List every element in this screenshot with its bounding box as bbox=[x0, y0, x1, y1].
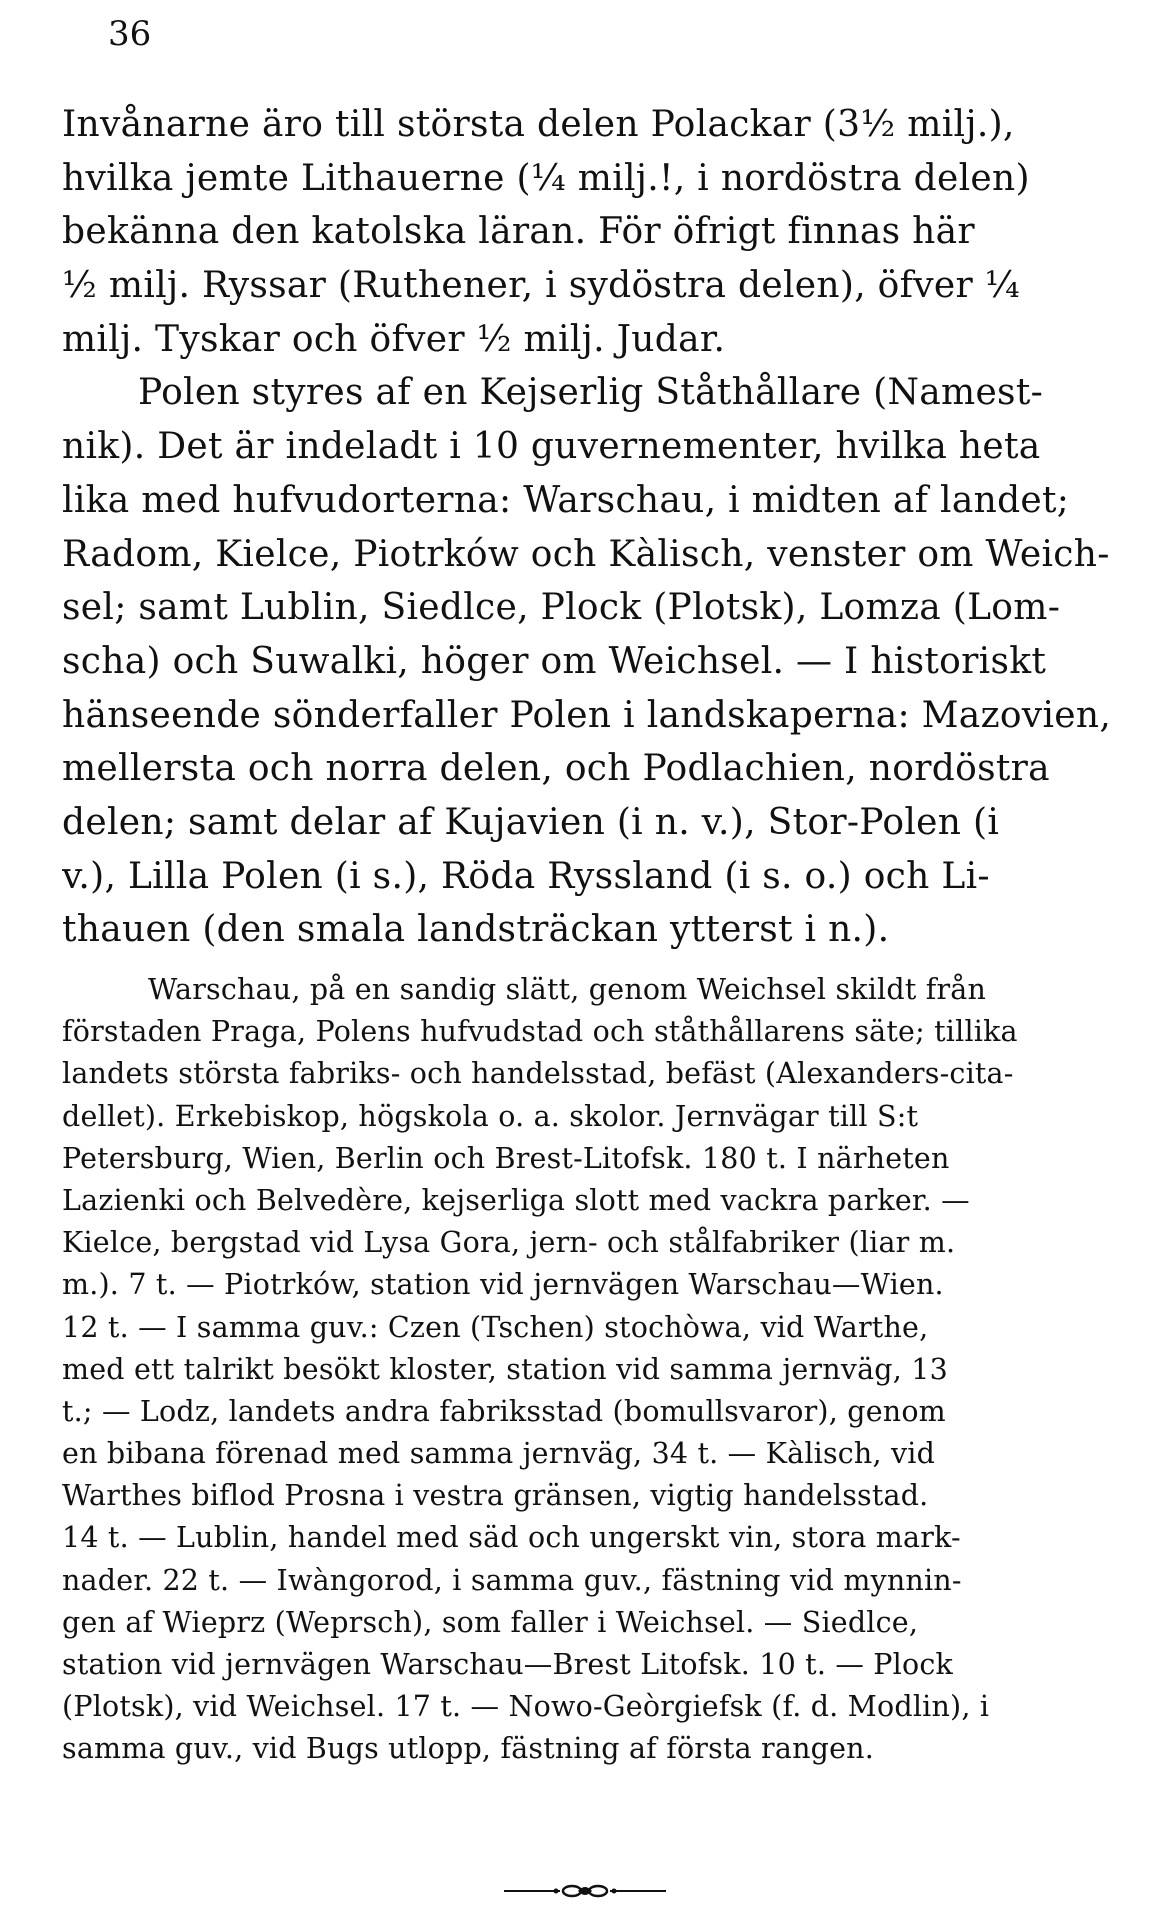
small-text-line: Petersburg, Wien, Berlin och Brest-Litofsk. 180 t. I närheten bbox=[62, 1141, 950, 1175]
text-line: Radom, Kielce, Piotrków och Kàlisch, venster om Weich- bbox=[62, 533, 1110, 575]
small-text-line: förstaden Praga, Polens hufvudstad och ståthållarens säte; tillika bbox=[62, 1015, 1018, 1049]
text-line: sel; samt Lublin, Siedlce, Plock (Plotsk), Lomza (Lom- bbox=[62, 587, 1061, 629]
small-text-line: t.; — Lodz, landets andra fabriksstad (bomullsvaror), genom bbox=[62, 1394, 946, 1428]
text-line: hvilka jemte Lithauerne (¼ milj.!, i nordöstra delen) bbox=[62, 157, 1030, 199]
text-line: Polen styres af en Kejserlig Ståthållare (Namest- bbox=[138, 372, 1044, 414]
small-text-line: (Plotsk), vid Weichsel. 17 t. — Nowo-Geòrgiefsk (f. d. Modlin), i bbox=[62, 1690, 990, 1724]
small-text-line: nader. 22 t. — Iwàngorod, i samma guv., fästning vid mynnin- bbox=[62, 1563, 962, 1597]
city-descriptions bbox=[62, 969, 1127, 1771]
text-line: nik). Det är indeladt i 10 guvernementer, hvilka heta bbox=[62, 426, 1041, 468]
text-line: delen; samt delar af Kujavien (i n. v.), Stor-Polen (i bbox=[62, 801, 1000, 843]
text-line: hänseende sönderfaller Polen i landskaperna: Mazovien, bbox=[62, 694, 1112, 736]
small-text-line: samma guv., vid Bugs utlopp, fästning af första rangen. bbox=[62, 1732, 874, 1766]
main-paragraphs bbox=[62, 98, 1127, 957]
text-line: v.), Lilla Polen (i s.), Röda Ryssland (i s. o.) och Li- bbox=[62, 855, 990, 897]
small-text-line: 14 t. — Lublin, handel med säd och ungerskt vin, stora mark- bbox=[62, 1521, 961, 1555]
text-line: milj. Tyskar och öfver ½ milj. Judar. bbox=[62, 318, 726, 360]
small-text-line: m.). 7 t. — Piotrków, station vid jernvägen Warschau—Wien. bbox=[62, 1268, 944, 1302]
small-text-line: dellet). Erkebiskop, högskola o. a. skolor. Jernvägar till S:t bbox=[62, 1099, 919, 1133]
text-line: ½ milj. Ryssar (Ruthener, i sydöstra delen), öfver ¼ bbox=[62, 265, 1020, 307]
small-text-line: 12 t. — I samma guv.: Czen (Tschen) stochòwa, vid Warthe, bbox=[62, 1310, 929, 1344]
text-line: lika med hufvudorterna: Warschau, i midten af landet; bbox=[62, 479, 1070, 521]
text-line: scha) och Suwalki, höger om Weichsel. — I historiskt bbox=[62, 640, 1047, 682]
text-line: mellersta och norra delen, och Podlachien, nordöstra bbox=[62, 748, 1050, 790]
small-text-line: Lazienki och Belvedère, kejserliga slott med vackra parker. — bbox=[62, 1183, 970, 1217]
small-text-line: Warthes biflod Prosna i vestra gränsen, vigtig handelsstad. bbox=[62, 1479, 929, 1513]
small-text-line: en bibana förenad med samma jernväg, 34 t. — Kàlisch, vid bbox=[62, 1437, 936, 1471]
ornament-divider bbox=[500, 1881, 670, 1901]
text-line: bekänna den katolska läran. För öfrigt finnas här bbox=[62, 211, 975, 253]
small-text-line: landets största fabriks- och handelsstad, befäst (Alexanders-cita- bbox=[62, 1057, 1014, 1091]
small-text-line: station vid jernvägen Warschau—Brest Litofsk. 10 t. — Plock bbox=[62, 1648, 953, 1681]
page-number: 36 bbox=[108, 14, 152, 54]
text-line: Invånarne äro till största delen Polackar (3½ milj.), bbox=[62, 104, 1015, 145]
small-text-line: Kielce, bergstad vid Lysa Gora, jern- och stålfabriker (liar m. bbox=[62, 1226, 956, 1260]
small-text-line: gen af Wieprz (Weprsch), som faller i Weichsel. — Siedlce, bbox=[62, 1605, 919, 1639]
text-line: thauen (den smala landsträckan ytterst i n.). bbox=[62, 909, 890, 951]
small-text-line: Warschau, på en sandig slätt, genom Weichsel skildt från bbox=[148, 973, 987, 1006]
small-text-line: med ett talrikt besökt kloster, station vid samma jernväg, 13 bbox=[62, 1352, 948, 1386]
